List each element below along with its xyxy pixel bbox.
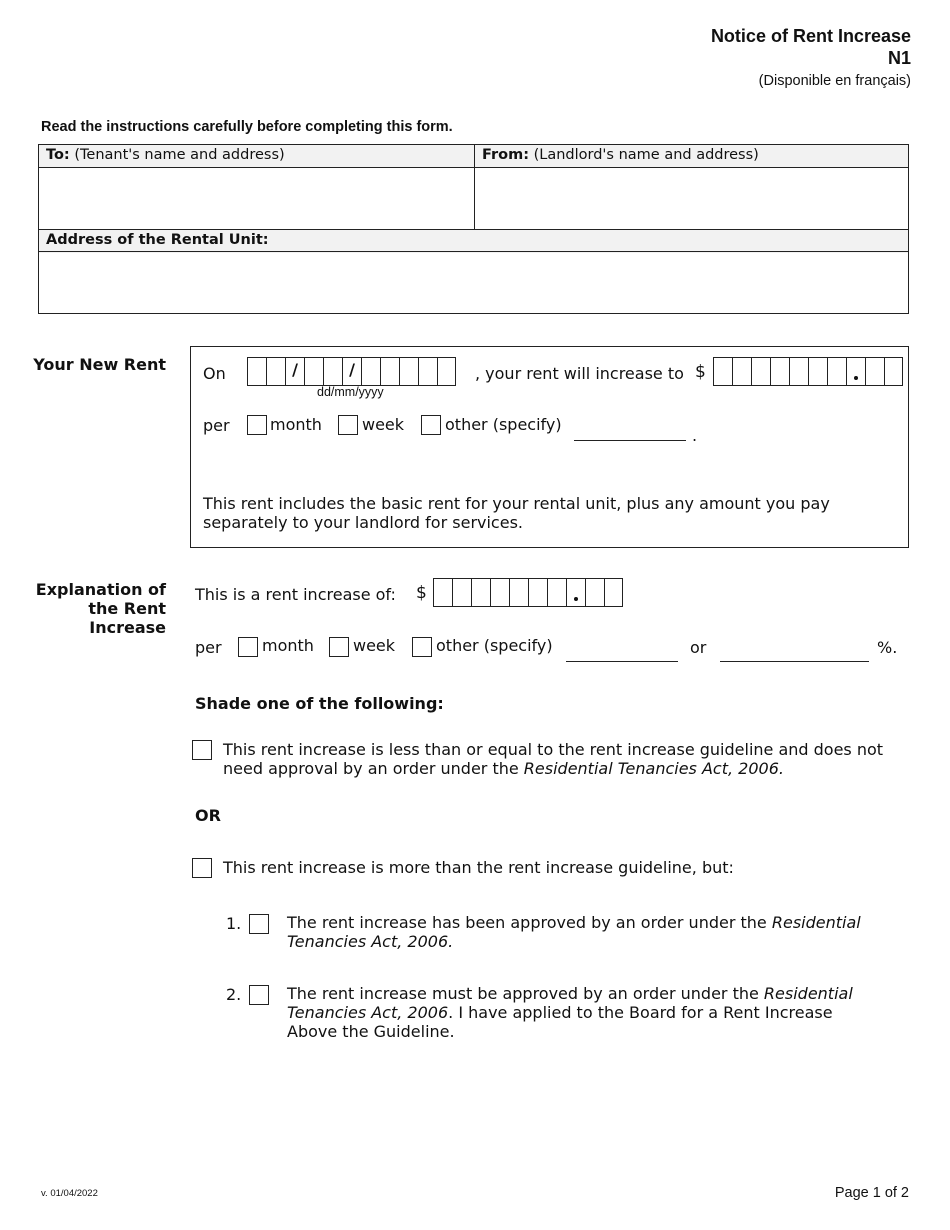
- date-day-digit-2[interactable]: [266, 357, 285, 386]
- form-title: Notice of Rent Increase: [710, 26, 911, 46]
- tenant-name-address-field[interactable]: [39, 168, 474, 229]
- rental-unit-address-field[interactable]: [39, 252, 908, 313]
- new-rent-period-end: .: [692, 426, 698, 445]
- increase-currency-sign: $: [416, 583, 427, 603]
- increase-percent-sign: %.: [877, 638, 898, 657]
- above-guideline-text: This rent increase is more than the rent increase guideline, but:: [223, 858, 734, 877]
- new-rent-other-specify-field[interactable]: [574, 440, 686, 441]
- new-rent-week-label: week: [362, 415, 405, 434]
- increase-other-checkbox[interactable]: [412, 637, 432, 657]
- above-guideline-checkbox[interactable]: [192, 858, 212, 878]
- date-year-digit-5[interactable]: [437, 357, 456, 386]
- increase-digit[interactable]: [433, 578, 452, 607]
- date-separator-2: /: [342, 357, 361, 386]
- order-approved-statement: The rent increase has been approved by an order under the: [287, 913, 767, 932]
- date-year-digit-4[interactable]: [418, 357, 437, 386]
- new-rent-per-label: per: [203, 416, 230, 435]
- order-approved-checkbox[interactable]: [249, 914, 269, 934]
- new-rent-digit[interactable]: [808, 357, 827, 386]
- increase-other-specify-field[interactable]: [566, 661, 678, 662]
- instructions-note: Read the instructions carefully before completing this form.: [41, 119, 453, 135]
- form-version: v. 01/04/2022: [41, 1188, 98, 1199]
- shade-heading: Shade one of the following:: [195, 694, 444, 713]
- order-pending-statement: The rent increase must be approved by an order under the: [287, 984, 759, 1003]
- increase-digit[interactable]: [490, 578, 509, 607]
- new-rent-amount-input[interactable]: [713, 357, 903, 386]
- act-name: Residential Tenancies Act, 2006: [287, 984, 853, 1022]
- rent-increase-to-text: , your rent will increase to: [475, 364, 684, 383]
- date-day-digit-1[interactable]: [247, 357, 266, 386]
- increase-or-label: or: [690, 638, 707, 657]
- increase-month-label: month: [262, 636, 314, 655]
- increase-digit[interactable]: [471, 578, 490, 607]
- order-pending-statement-end: . I have applied to the Board for a Rent Increase Above the Guideline.: [287, 1003, 833, 1041]
- rental-unit-header: [39, 230, 908, 253]
- increase-digit[interactable]: [528, 578, 547, 607]
- increase-per-label: per: [195, 638, 222, 657]
- new-rent-other-label: other (specify): [445, 415, 562, 434]
- date-year-digit-2[interactable]: [380, 357, 399, 386]
- new-rent-other-checkbox[interactable]: [421, 415, 441, 435]
- increase-digit[interactable]: [509, 578, 528, 607]
- on-label: On: [203, 364, 226, 383]
- increase-digit[interactable]: [452, 578, 471, 607]
- act-name: Residential Tenancies Act, 2006.: [287, 913, 861, 951]
- french-availability-note: (Disponible en français): [758, 73, 911, 89]
- increase-week-label: week: [353, 636, 396, 655]
- new-rent-digit[interactable]: [713, 357, 732, 386]
- order-approved-text: [287, 913, 887, 951]
- date-month-digit-1[interactable]: [304, 357, 323, 386]
- or-separator: OR: [195, 806, 221, 825]
- new-rent-week-checkbox[interactable]: [338, 415, 358, 435]
- order-pending-text: [287, 984, 887, 1041]
- new-rent-section-label: Your New Rent: [33, 355, 166, 374]
- increase-cents-digit[interactable]: [604, 578, 623, 607]
- sub-option-1-number: 1.: [226, 914, 242, 933]
- increase-digit[interactable]: [547, 578, 566, 607]
- date-month-digit-2[interactable]: [323, 357, 342, 386]
- form-number: N1: [887, 48, 911, 68]
- to-header: [39, 145, 474, 168]
- guideline-compliant-statement: This rent increase is less than or equal to the rent increase guideline and does not need approval by an order under the: [223, 740, 884, 778]
- increase-week-checkbox[interactable]: [329, 637, 349, 657]
- to-label: To:: [46, 147, 70, 163]
- rent-includes-note: This rent includes the basic rent for your rental unit, plus any amount you pay separately to your landlord for services.: [203, 494, 830, 532]
- increase-decimal-point: [566, 578, 585, 607]
- from-hint: (Landlord's name and address): [533, 147, 759, 163]
- increase-other-label: other (specify): [436, 636, 553, 655]
- new-rent-currency-sign: $: [695, 362, 706, 382]
- explanation-section-label: Explanation of the Rent Increase: [35, 580, 166, 637]
- new-rent-digit[interactable]: [770, 357, 789, 386]
- new-rent-digit[interactable]: [827, 357, 846, 386]
- new-rent-month-label: month: [270, 415, 322, 434]
- new-rent-digit[interactable]: [789, 357, 808, 386]
- order-pending-checkbox[interactable]: [249, 985, 269, 1005]
- from-label: From:: [482, 147, 529, 163]
- date-year-digit-1[interactable]: [361, 357, 380, 386]
- rental-unit-label: Address of the Rental Unit:: [46, 232, 269, 248]
- increase-amount-input[interactable]: [433, 578, 623, 607]
- page-number: Page 1 of 2: [834, 1185, 909, 1201]
- increase-cents-digit[interactable]: [585, 578, 604, 607]
- increase-month-checkbox[interactable]: [238, 637, 258, 657]
- date-separator-1: /: [285, 357, 304, 386]
- new-rent-digit[interactable]: [732, 357, 751, 386]
- landlord-name-address-field[interactable]: [475, 168, 908, 229]
- act-name: Residential Tenancies Act, 2006.: [523, 759, 784, 778]
- to-hint: (Tenant's name and address): [74, 147, 285, 163]
- new-rent-decimal-point: [846, 357, 865, 386]
- increase-percent-field[interactable]: [720, 661, 869, 662]
- guideline-compliant-checkbox[interactable]: [192, 740, 212, 760]
- increase-of-label: This is a rent increase of:: [195, 585, 396, 604]
- parties-table: [38, 144, 909, 314]
- date-format-hint: dd/mm/yyyy: [317, 385, 384, 399]
- guideline-compliant-text: [223, 740, 893, 778]
- new-rent-cents-digit[interactable]: [865, 357, 884, 386]
- new-rent-month-checkbox[interactable]: [247, 415, 267, 435]
- new-rent-cents-digit[interactable]: [884, 357, 903, 386]
- effective-date-input[interactable]: [247, 357, 456, 386]
- from-header: [475, 145, 908, 168]
- sub-option-2-number: 2.: [226, 985, 242, 1004]
- date-year-digit-3[interactable]: [399, 357, 418, 386]
- new-rent-digit[interactable]: [751, 357, 770, 386]
